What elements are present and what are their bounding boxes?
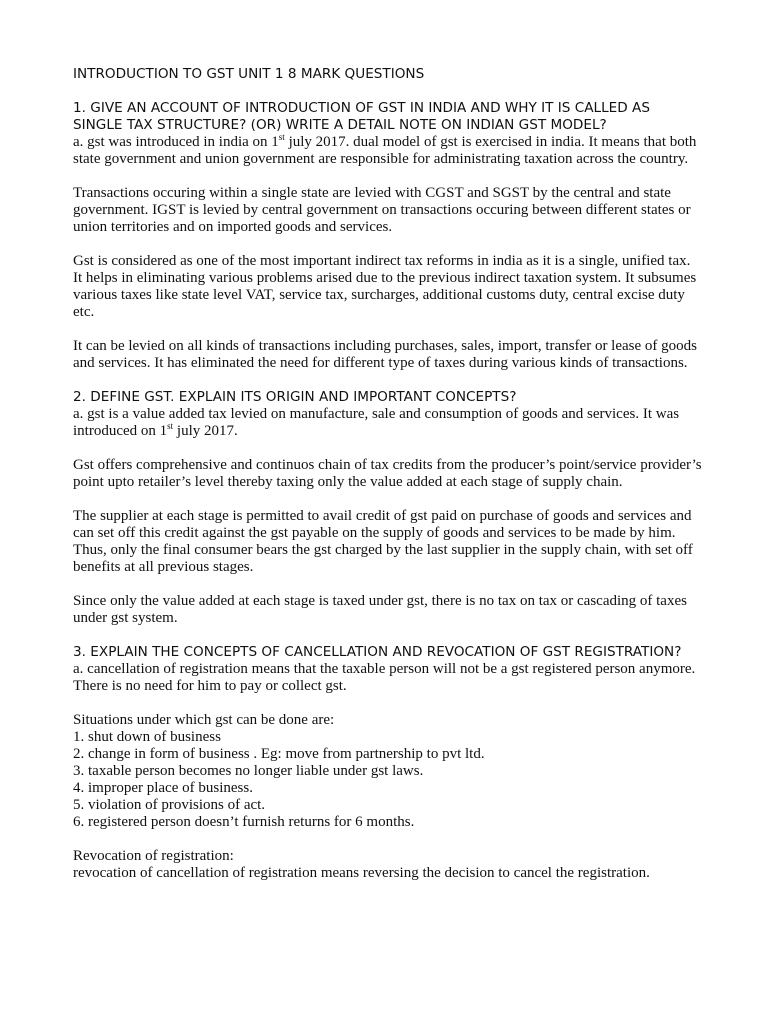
spacer bbox=[73, 321, 703, 338]
situations-title: Situations under which gst can be done are: bbox=[73, 712, 335, 728]
spacer bbox=[73, 236, 703, 253]
ordinal-suffix: st bbox=[167, 421, 174, 431]
spacer bbox=[73, 491, 703, 508]
list-item: 1. shut down of business bbox=[73, 729, 221, 745]
answer-2-pre: a. gst is a value added tax levied on manufacture, sale and consumption of goods and services. It was introduced on 1 bbox=[73, 406, 680, 439]
spacer bbox=[73, 627, 703, 644]
answer-2-paragraph-4: Since only the value added at each stage is taxed under gst, there is no tax on tax or cascading of taxes under gst system. bbox=[73, 593, 687, 626]
spacer bbox=[73, 831, 703, 848]
list-item: 3. taxable person becomes no longer liable under gst laws. bbox=[73, 763, 424, 779]
list-item: 4. improper place of business. bbox=[73, 780, 253, 796]
list-item: 2. change in form of business . Eg: move from partnership to pvt ltd. bbox=[73, 746, 485, 762]
spacer bbox=[73, 168, 703, 185]
document-page bbox=[73, 66, 703, 882]
answer-1 bbox=[73, 134, 703, 168]
revocation-title: Revocation of registration: bbox=[73, 848, 234, 864]
answer-1-paragraph-4: It can be levied on all kinds of transactions including purchases, sales, import, transfer or lease of goods and services. It has eliminated the need for different type of taxes during various kinds of transactions. bbox=[73, 338, 697, 371]
answer-1-post: july 2017. dual model of gst is exercised in india. It means that both state government and union government are responsible for administrating taxation across the country. bbox=[73, 134, 697, 167]
list-item: 5. violation of provisions of act. bbox=[73, 797, 266, 813]
question-2: 2. DEFINE GST. EXPLAIN ITS ORIGIN AND IMPORTANT CONCEPTS? bbox=[73, 389, 517, 405]
answer-2-paragraph-2: Gst offers comprehensive and continuos chain of tax credits from the producer’s point/service provider’s point upto retailer’s level thereby taxing only the value added at each stage of supply chain. bbox=[73, 457, 702, 490]
question-3: 3. EXPLAIN THE CONCEPTS OF CANCELLATION AND REVOCATION OF GST REGISTRATION? bbox=[73, 644, 682, 660]
spacer bbox=[73, 83, 703, 100]
ordinal-suffix: st bbox=[278, 132, 285, 142]
spacer bbox=[73, 440, 703, 457]
answer-2 bbox=[73, 406, 703, 440]
document-title: INTRODUCTION TO GST UNIT 1 8 MARK QUESTIONS bbox=[73, 66, 425, 82]
question-1: 1. GIVE AN ACCOUNT OF INTRODUCTION OF GST IN INDIA AND WHY IT IS CALLED AS SINGLE TAX STRUCTURE? (OR) WRITE A DETAIL NOTE ON INDIAN GST MODEL? bbox=[73, 100, 650, 133]
answer-3: a. cancellation of registration means that the taxable person will not be a gst registered person anymore. There is no need for him to pay or collect gst. bbox=[73, 661, 696, 694]
spacer bbox=[73, 576, 703, 593]
list-item: 6. registered person doesn’t furnish returns for 6 months. bbox=[73, 814, 415, 830]
answer-1-paragraph-2: Transactions occuring within a single state are levied with CGST and SGST by the central and state government. IGST is levied by central government on transactions occuring between different states or union territories and on imported goods and services. bbox=[73, 185, 691, 235]
answer-2-paragraph-3: The supplier at each stage is permitted to avail credit of gst paid on purchase of goods and services and can set off this credit against the gst payable on the supply of goods and services to be made by him. Thus, only the final consumer bears the gst charged by the last supplier in the supply chain, with set off benefits at all previous stages. bbox=[73, 508, 693, 575]
revocation-text: revocation of cancellation of registration means reversing the decision to cancel the registration. bbox=[73, 865, 650, 881]
situations-list bbox=[73, 729, 703, 831]
answer-2-post: july 2017. bbox=[173, 423, 238, 439]
spacer bbox=[73, 695, 703, 712]
spacer bbox=[73, 372, 703, 389]
answer-1-pre: a. gst was introduced in india on 1 bbox=[73, 134, 279, 150]
answer-1-paragraph-3: Gst is considered as one of the most important indirect tax reforms in india as it is a single, unified tax. It helps in eliminating various problems arised due to the previous indirect taxation system. It subsumes various taxes like state level VAT, service tax, surcharges, additional customs duty, central excise duty etc. bbox=[73, 253, 697, 320]
